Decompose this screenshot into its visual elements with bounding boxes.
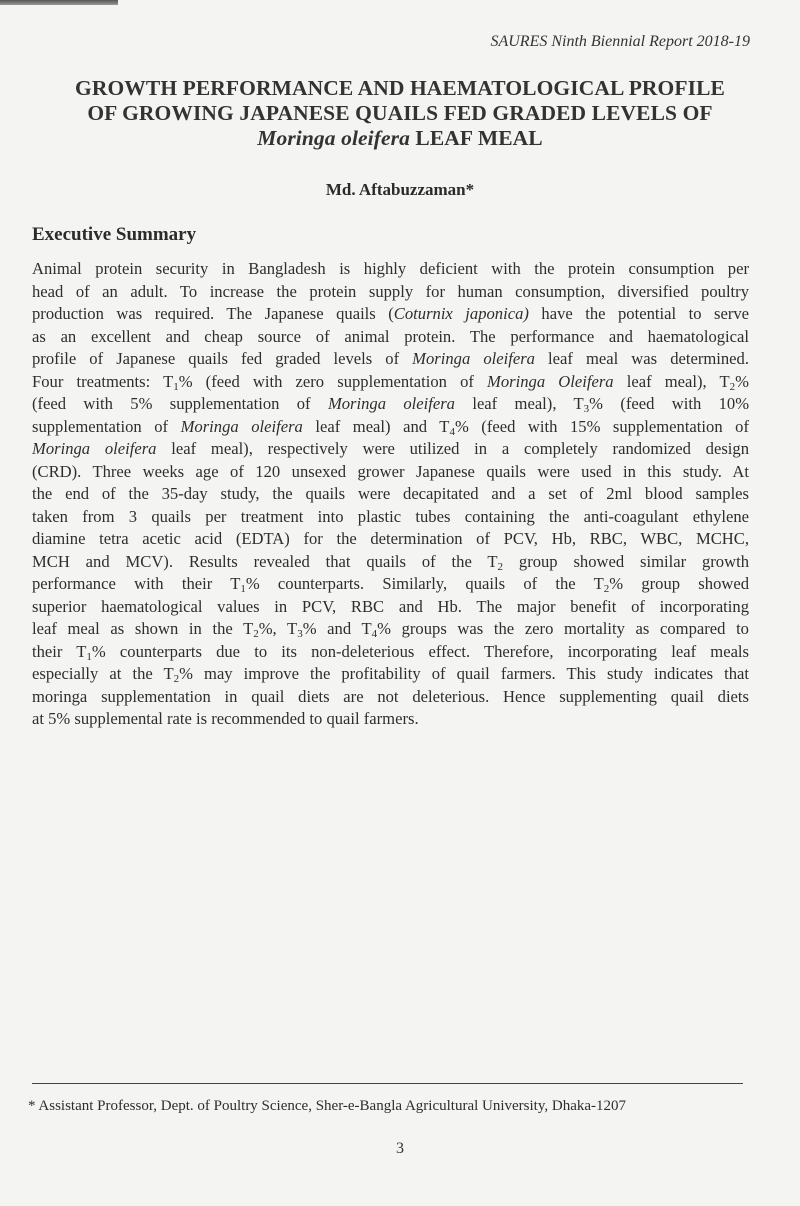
summary-line: (CRD). Three weeks age of 120 unsexed grower Japanese quails were used in this study. At <box>32 461 749 481</box>
text-run: MCH and MCV). Results revealed that quails of the T <box>32 551 498 571</box>
text-run: leaf meal as shown in the T <box>32 619 254 638</box>
summary-line: moringa supplementation in quail diets are not deleterious. Hence supplementing quail diets <box>32 686 749 706</box>
title-line-1: GROWTH PERFORMANCE AND HAEMATOLOGICAL PROFILE <box>75 76 725 100</box>
text-run: production was required. The Japanese quails ( <box>32 304 394 323</box>
summary-line <box>32 393 749 416</box>
text-run: especially at the T <box>32 664 174 683</box>
summary-line: superior haematological values in PCV, RBC and Hb. The major benefit of incorporating <box>32 596 749 616</box>
treatment-subscript: 4 <box>371 628 378 640</box>
text-run: supplementation of <box>32 416 181 436</box>
text-run: group showed similar growth <box>503 551 749 571</box>
treatment-subscript: 3 <box>583 403 590 415</box>
summary-line: Animal protein security in Bangladesh is highly deficient with the protein consumption per <box>32 259 749 278</box>
treatment-subscript: 2 <box>497 560 504 573</box>
text-run: leaf meal), respectively were utilized in a completely randomized design <box>156 439 749 458</box>
species-name: Coturnix japonica) <box>393 304 529 323</box>
treatment-subscript: 2 <box>173 673 180 685</box>
summary-line: diamine tetra acetic acid (EDTA) for the determination of PCV, Hb, RBC, WBC, MCHC, <box>32 529 749 548</box>
treatment-subscript: 1 <box>240 583 246 595</box>
summary-line: at 5% supplemental rate is recommended to quail farmers. <box>32 709 419 728</box>
text-run: % (feed with zero supplementation of <box>178 371 488 391</box>
treatment-subscript: 2 <box>729 380 736 393</box>
species-name: Moringa Oleifera <box>487 371 614 391</box>
text-run: performance with their T <box>32 574 241 593</box>
text-run: leaf meal was determined. <box>534 349 749 368</box>
species-name: Moringa oleifera <box>180 416 303 436</box>
summary-line: as an excellent and cheap source of animal protein. The performance and haematological <box>32 326 749 346</box>
text-run: leaf meal), T <box>613 371 730 391</box>
page-number: 3 <box>396 1140 404 1157</box>
summary-line <box>32 303 749 326</box>
summary-line <box>32 641 749 664</box>
summary-line <box>32 348 749 371</box>
summary-line <box>32 551 749 574</box>
summary-line <box>32 618 749 641</box>
summary-line <box>32 371 749 394</box>
summary-line <box>32 663 749 686</box>
summary-line: head of an adult. To increase the protein supply for human consumption, diversified poultry <box>32 281 749 301</box>
treatment-subscript: 1 <box>173 380 179 393</box>
text-run: % groups was the zero mortality as compared to <box>377 619 749 638</box>
author-name: Md. Aftabuzzaman* <box>325 180 475 199</box>
species-name: Moringa oleifera <box>327 394 455 413</box>
summary-line: taken from 3 quails per treatment into plastic tubes containing the anti-coagulant ethylene <box>32 506 749 526</box>
article-title <box>20 76 780 151</box>
treatment-subscript: 1 <box>86 650 92 663</box>
text-run: % may improve the profitability of quail farmers. This study indicates that <box>179 664 749 683</box>
title-line-2: OF GROWING JAPANESE QUAILS FED GRADED LEVELS OF <box>87 101 713 125</box>
text-run: their T <box>32 641 87 661</box>
section-heading: Executive Summary <box>32 224 197 245</box>
treatment-subscript: 3 <box>297 628 303 640</box>
text-run: profile of Japanese quails fed graded levels of <box>32 349 413 368</box>
species-name: Moringa oleifera <box>32 439 157 458</box>
text-run: %, T <box>258 619 298 638</box>
text-run: have the potential to serve <box>528 304 750 323</box>
text-run: % group showed <box>609 574 750 593</box>
title-line-3 <box>20 126 780 151</box>
summary-line <box>32 573 749 596</box>
title-species-name: Moringa oleifera <box>257 126 410 150</box>
text-run: % <box>735 371 749 391</box>
author-footnote: * Assistant Professor, Dept. of Poultry Science, Sher-e-Bangla Agricultural University, Dhaka-1207 <box>28 1098 627 1114</box>
species-name: Moringa oleifera <box>412 349 535 368</box>
summary-line: the end of the 35-day study, the quails were decapitated and a set of 2ml blood samples <box>32 484 749 503</box>
treatment-subscript: 4 <box>449 425 455 438</box>
footnote-divider <box>32 1083 743 1084</box>
title-line-3-rest: LEAF MEAL <box>409 126 543 150</box>
summary-paragraph <box>32 258 749 731</box>
summary-line <box>32 416 749 439</box>
scan-edge-mark <box>0 0 118 5</box>
summary-line <box>32 438 749 461</box>
text-run: Four treatments: T <box>32 371 174 391</box>
treatment-subscript: 2 <box>253 628 259 640</box>
text-run: leaf meal), T <box>454 394 584 413</box>
text-run: leaf meal) and T <box>302 416 450 436</box>
text-run: % (feed with 15% supplementation of <box>454 416 749 436</box>
text-run: % counterparts due to its non-deleterious effect. Therefore, incorporating leaf meals <box>91 641 749 661</box>
text-run: % (feed with 10% <box>589 394 750 413</box>
text-run: % counterparts. Similarly, quails of the T <box>245 574 604 593</box>
treatment-subscript: 2 <box>603 583 610 595</box>
running-head: SAURES Ninth Biennial Report 2018-19 <box>490 33 750 50</box>
text-run: (feed with 5% supplementation of <box>32 394 328 413</box>
text-run: % and T <box>302 619 372 638</box>
